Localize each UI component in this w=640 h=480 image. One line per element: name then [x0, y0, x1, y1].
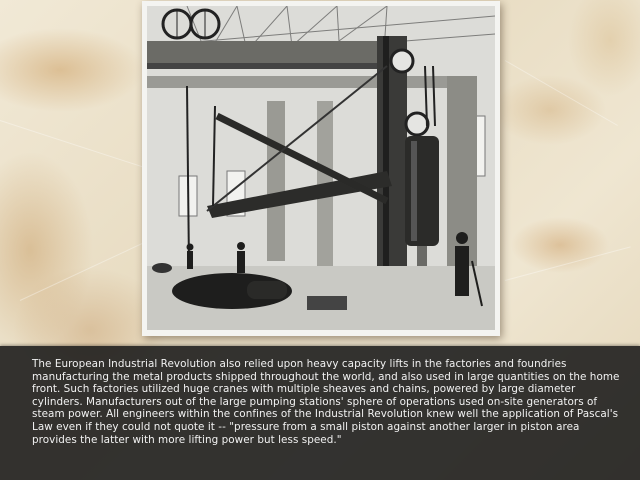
paper-crease	[0, 120, 152, 170]
caption-box	[0, 346, 640, 480]
photo-frame	[142, 1, 500, 336]
paper-crease	[505, 60, 618, 126]
paper-crease	[505, 246, 631, 281]
crane-illustration	[147, 6, 495, 330]
caption-text: The European Industrial Revolution also relied upon heavy capacity lifts in the factories and foundries manufacturing the metal products shipped throughout the world, and also used in large quantities on the home front. Such factories utilized huge cranes with multiple sheaves and chains, powered by large diameter cylinders. Manufacturers out of the large pumping stations' sphere of operations used on-site generators of steam power. All engineers within the confines of the Industrial Revolution knew well the application of Pascal's Law even if they could not quote it -- "pressure from a small piston against another larger in piston area provides the latter with more lifting power but less speed."	[32, 358, 620, 446]
factory-crane-photo	[147, 6, 495, 330]
paper-crease	[20, 241, 147, 301]
